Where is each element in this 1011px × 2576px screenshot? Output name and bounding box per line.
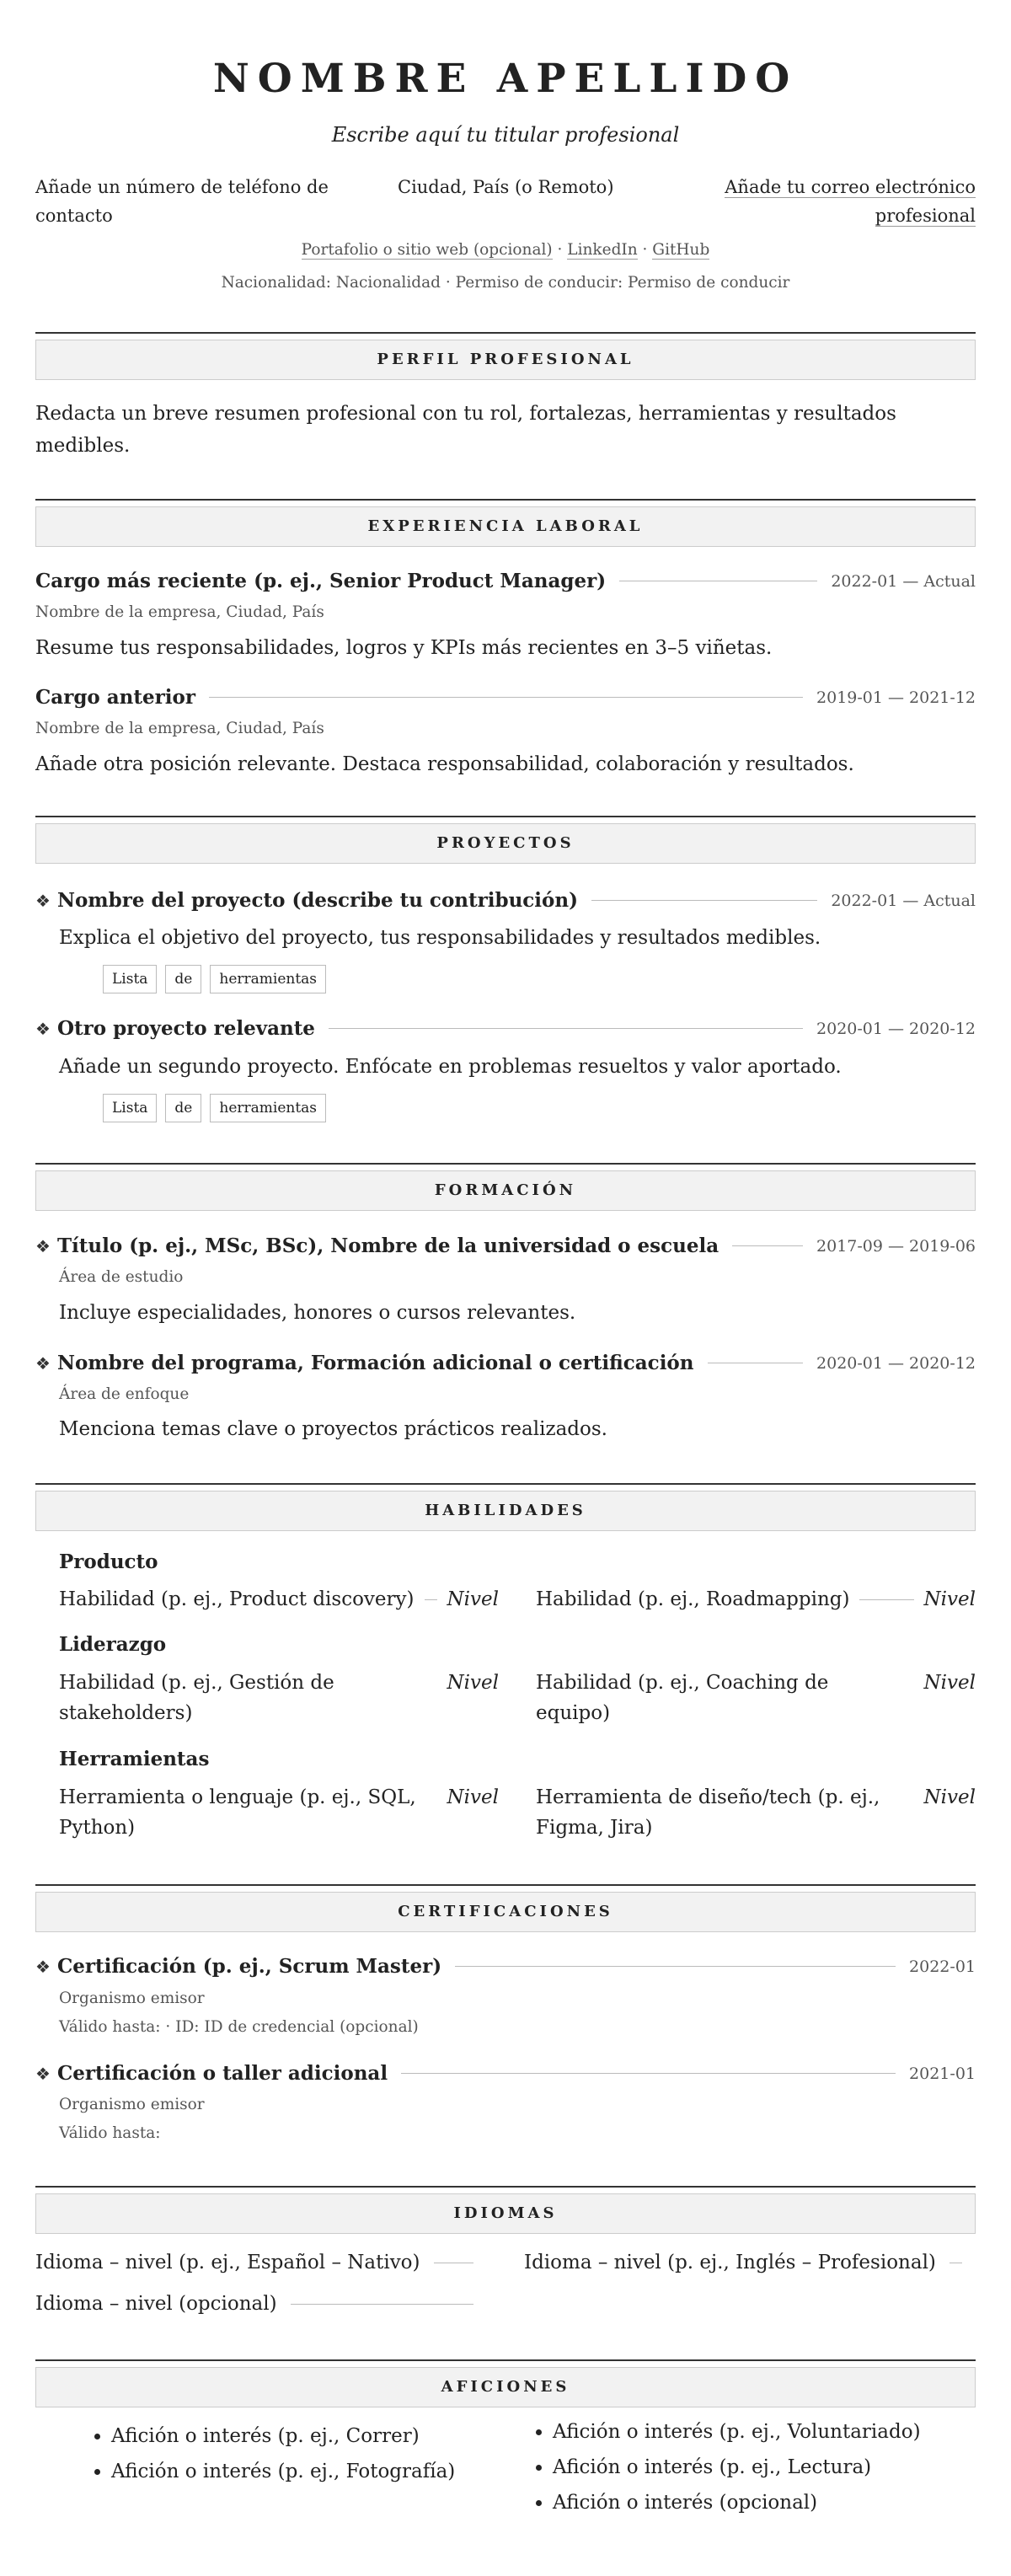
degree-dates: 2017-09 — 2019-06 bbox=[816, 1236, 976, 1256]
skill-item bbox=[536, 1668, 976, 1728]
diamond-bullet-icon: ❖ bbox=[35, 1235, 51, 1256]
leader-line bbox=[591, 900, 817, 901]
experience-item bbox=[35, 686, 976, 709]
tag: Lista bbox=[103, 1094, 157, 1122]
diamond-bullet-icon: ❖ bbox=[35, 1018, 51, 1039]
project-description: Explica el objetivo del proyecto, tus responsabilidades y resultados medibles. bbox=[59, 927, 821, 949]
section-divider bbox=[35, 332, 976, 334]
list-item: • Afición o interés (p. ej., Correr) bbox=[111, 2418, 516, 2454]
language-item bbox=[35, 2293, 473, 2315]
list-item: • Afición o interés (p. ej., Lectura) bbox=[553, 2450, 991, 2485]
field-of-study: Área de enfoque bbox=[59, 1385, 190, 1403]
section-title-skills: HABILIDADES bbox=[35, 1491, 976, 1531]
certification-name: Certificación o taller adicional bbox=[56, 2062, 388, 2085]
contact-row bbox=[35, 173, 976, 232]
section-title-profile: PERFIL PROFESIONAL bbox=[35, 340, 976, 380]
skill-category: Liderazgo bbox=[59, 1633, 167, 1656]
link-separator: · bbox=[552, 241, 568, 259]
list-item: • Afición o interés (p. ej., Fotografía) bbox=[111, 2454, 516, 2489]
profile-links bbox=[0, 241, 1011, 259]
section-title-projects: PROYECTOS bbox=[35, 823, 976, 864]
skill-level: Nivel bbox=[923, 1588, 976, 1610]
section-divider bbox=[35, 1884, 976, 1886]
certification-validity: Válido hasta: bbox=[59, 2124, 161, 2142]
certification-name: Certificación (p. ej., Scrum Master) bbox=[56, 1955, 442, 1978]
leader-line bbox=[732, 1245, 803, 1246]
hobbies-list-right bbox=[532, 2414, 991, 2520]
job-description: Añade otra posición relevante. Destaca responsabilidad, colaboración y resultados. bbox=[35, 753, 854, 775]
project-dates: 2022-01 — Actual bbox=[831, 891, 976, 910]
tag: herramientas bbox=[210, 1094, 326, 1122]
skill-item bbox=[59, 1584, 499, 1615]
personal-details: Nacionalidad: Nacionalidad · Permiso de conducir: Permiso de conducir bbox=[221, 274, 790, 292]
language-item bbox=[524, 2252, 962, 2273]
diamond-bullet-icon: ❖ bbox=[35, 2063, 51, 2084]
project-tags bbox=[103, 1094, 326, 1122]
section-divider bbox=[35, 1163, 976, 1165]
skill-name: Habilidad (p. ej., Coaching de equipo) bbox=[536, 1672, 829, 1724]
section-title-education: FORMACIÓN bbox=[35, 1170, 976, 1211]
education-item bbox=[35, 1234, 976, 1257]
hobbies-list-left bbox=[91, 2418, 516, 2489]
skill-level: Nivel bbox=[923, 1672, 976, 1694]
certification-item bbox=[35, 1955, 976, 1978]
leader-line bbox=[455, 1966, 896, 1967]
leader-line bbox=[425, 1599, 437, 1600]
certification-item bbox=[35, 2062, 976, 2085]
project-item bbox=[35, 889, 976, 912]
github-link[interactable]: GitHub bbox=[652, 241, 710, 259]
skill-name: Herramienta o lenguaje (p. ej., SQL, Python) bbox=[59, 1786, 416, 1839]
leader-line bbox=[401, 2073, 896, 2074]
education-description: Menciona temas clave o proyectos prácticos realizados. bbox=[59, 1418, 607, 1440]
project-item bbox=[35, 1017, 976, 1040]
language-name: Idioma – nivel (p. ej., Inglés – Profesional) bbox=[524, 2252, 936, 2273]
skill-item bbox=[59, 1668, 499, 1728]
certification-date: 2022-01 bbox=[909, 1957, 976, 1976]
section-title-languages: IDIOMAS bbox=[35, 2193, 976, 2234]
skill-level: Nivel bbox=[447, 1672, 499, 1694]
headline: Escribe aquí tu titular profesional bbox=[331, 123, 680, 147]
section-title-certifications: CERTIFICACIONES bbox=[35, 1892, 976, 1932]
project-description: Añade un segundo proyecto. Enfócate en problemas resueltos y valor aportado. bbox=[59, 1056, 842, 1078]
job-description: Resume tus responsabilidades, logros y KPIs más recientes en 3–5 viñetas. bbox=[35, 637, 773, 659]
project-name: Otro proyecto relevante bbox=[56, 1017, 315, 1040]
portfolio-link[interactable]: Portafolio o sitio web (opcional) bbox=[301, 241, 553, 259]
skill-item bbox=[536, 1782, 976, 1843]
linkedin-link[interactable]: LinkedIn bbox=[567, 241, 638, 259]
certification-issuer: Organismo emisor bbox=[59, 1990, 205, 2007]
skill-name: Habilidad (p. ej., Roadmapping) bbox=[536, 1588, 850, 1610]
skill-level: Nivel bbox=[447, 1786, 499, 1808]
project-tags bbox=[103, 965, 326, 993]
skill-name: Habilidad (p. ej., Product discovery) bbox=[59, 1588, 415, 1610]
diamond-bullet-icon: ❖ bbox=[35, 890, 51, 911]
language-name: Idioma – nivel (opcional) bbox=[35, 2293, 277, 2315]
experience-item bbox=[35, 570, 976, 592]
job-dates: 2019-01 — 2021-12 bbox=[816, 688, 976, 707]
degree-dates: 2020-01 — 2020-12 bbox=[816, 1353, 976, 1373]
job-dates: 2022-01 — Actual bbox=[831, 571, 976, 591]
degree-title: Título (p. ej., MSc, BSc), Nombre de la universidad o escuela bbox=[56, 1234, 719, 1257]
candidate-name: NOMBRE APELLIDO bbox=[212, 56, 799, 102]
skill-item bbox=[59, 1782, 499, 1843]
language-item bbox=[35, 2252, 473, 2273]
certification-issuer: Organismo emisor bbox=[59, 2096, 205, 2113]
education-description: Incluye especialidades, honores o cursos relevantes. bbox=[59, 1302, 576, 1324]
section-divider bbox=[35, 2359, 976, 2361]
field-of-study: Área de estudio bbox=[59, 1268, 184, 1286]
skill-name: Herramienta de diseño/tech (p. ej., Figma, Jira) bbox=[536, 1786, 880, 1839]
profile-summary: Redacta un breve resumen profesional con tu rol, fortalezas, herramientas y resultados medibles. bbox=[35, 403, 896, 457]
phone-field: Añade un número de teléfono de contacto bbox=[35, 177, 329, 226]
section-divider bbox=[35, 816, 976, 817]
leader-line bbox=[329, 1028, 803, 1029]
tag: Lista bbox=[103, 965, 157, 993]
certification-validity: Válido hasta: · ID: ID de credencial (opcional) bbox=[59, 2018, 419, 2036]
education-item bbox=[35, 1352, 976, 1374]
tag: herramientas bbox=[210, 965, 326, 993]
email-field[interactable] bbox=[689, 173, 976, 230]
skill-category: Herramientas bbox=[59, 1748, 210, 1770]
project-name: Nombre del proyecto (describe tu contribución) bbox=[56, 889, 578, 912]
skill-level: Nivel bbox=[923, 1786, 976, 1808]
email-link[interactable]: Añade tu correo electrónico profesional bbox=[725, 177, 976, 226]
section-divider bbox=[35, 2186, 976, 2188]
list-item: • Afición o interés (p. ej., Voluntariado) bbox=[553, 2414, 991, 2450]
skill-level: Nivel bbox=[447, 1588, 499, 1610]
link-separator: · bbox=[637, 241, 653, 259]
company-name: Nombre de la empresa, Ciudad, País bbox=[35, 720, 324, 737]
diamond-bullet-icon: ❖ bbox=[35, 1956, 51, 1977]
leader-line bbox=[209, 697, 803, 698]
job-title: Cargo anterior bbox=[35, 686, 195, 709]
section-divider bbox=[35, 1483, 976, 1485]
tag: de bbox=[165, 965, 201, 993]
location-field: Ciudad, País (o Remoto) bbox=[398, 177, 614, 197]
section-title-experience: EXPERIENCIA LABORAL bbox=[35, 506, 976, 547]
job-title: Cargo más reciente (p. ej., Senior Product Manager) bbox=[35, 570, 607, 592]
leader-line bbox=[291, 2304, 473, 2305]
skill-item bbox=[536, 1584, 976, 1615]
project-dates: 2020-01 — 2020-12 bbox=[816, 1019, 976, 1038]
degree-title: Nombre del programa, Formación adicional o certificación bbox=[56, 1352, 694, 1374]
skill-category: Producto bbox=[59, 1550, 158, 1573]
leader-line bbox=[859, 1599, 913, 1600]
language-name: Idioma – nivel (p. ej., Español – Nativo) bbox=[35, 2252, 420, 2273]
certification-date: 2021-01 bbox=[909, 2064, 976, 2083]
section-title-hobbies: AFICIONES bbox=[35, 2367, 976, 2407]
section-divider bbox=[35, 499, 976, 501]
tag: de bbox=[165, 1094, 201, 1122]
diamond-bullet-icon: ❖ bbox=[35, 1352, 51, 1374]
skill-name: Habilidad (p. ej., Gestión de stakeholders) bbox=[59, 1672, 334, 1724]
company-name: Nombre de la empresa, Ciudad, País bbox=[35, 603, 324, 621]
list-item: • Afición o interés (opcional) bbox=[553, 2485, 991, 2520]
